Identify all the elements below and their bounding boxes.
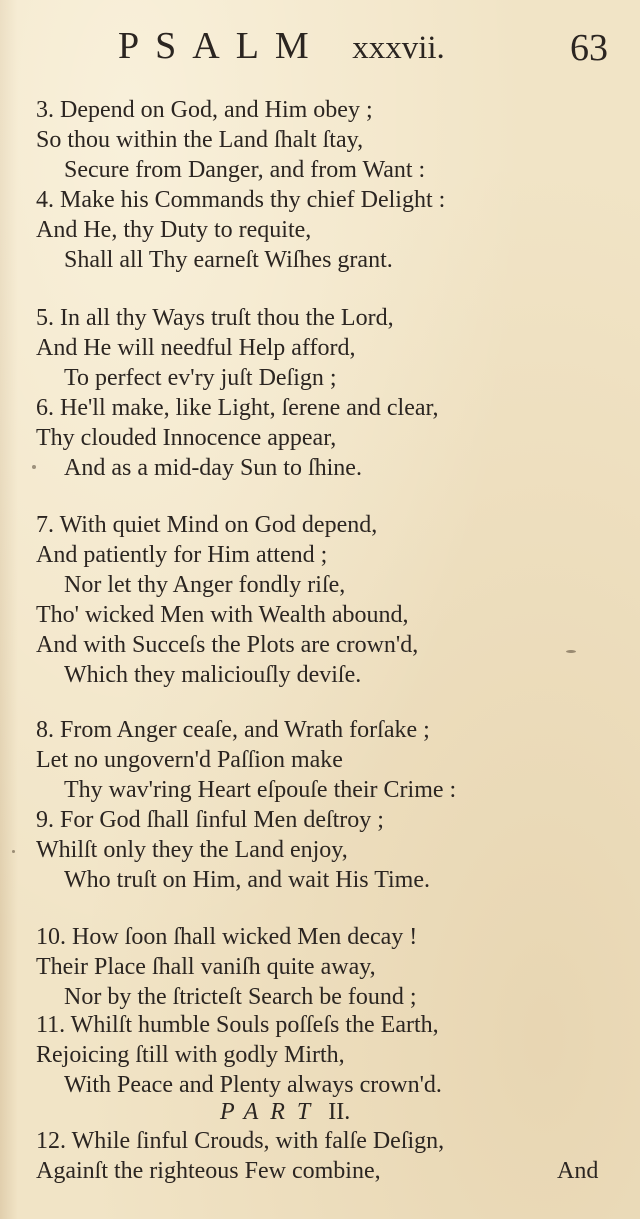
- verse-line: Their Place ſhall vaniſh quite away,: [36, 954, 376, 980]
- verse-line: And He will needful Help afford,: [36, 335, 356, 361]
- verse-line: Tho' wicked Men with Wealth abound,: [36, 602, 409, 628]
- verse-line: Shall all Thy earneſt Wiſhes grant.: [64, 247, 393, 273]
- psalm-number: xxxvii.: [352, 30, 445, 66]
- verse-line: And He, thy Duty to requite,: [36, 217, 312, 243]
- running-head-title: PSALM: [118, 25, 325, 67]
- running-head: [118, 24, 445, 68]
- verse-line: Nor let thy Anger fondly riſe,: [64, 572, 346, 598]
- verse-line: Thy wav'ring Heart eſpouſe their Crime :: [64, 777, 457, 803]
- part-heading: [220, 1097, 350, 1127]
- verse-line: 11. Whilſt humble Souls poſſeſs the Earth,: [36, 1012, 439, 1038]
- part-heading-word: PART: [220, 1099, 323, 1125]
- verse-line: Which they maliciouſly deviſe.: [64, 662, 362, 688]
- verse-line: 5. In all thy Ways truſt thou the Lord,: [36, 305, 394, 331]
- verse-line: So thou within the Land ſhalt ſtay,: [36, 127, 364, 153]
- verse-line: 6. He'll make, like Light, ſerene and clear,: [36, 395, 439, 421]
- verse-line: 7. With quiet Mind on God depend,: [36, 512, 378, 538]
- verse-line: 4. Make his Commands thy chief Delight :: [36, 187, 446, 213]
- page-number: 63: [570, 27, 608, 69]
- paper-speck: [566, 650, 576, 653]
- verse-line: 10. How ſoon ſhall wicked Men decay !: [36, 924, 418, 950]
- verse-line: Whilſt only they the Land enjoy,: [36, 837, 348, 863]
- part-heading-numeral: II.: [328, 1099, 351, 1125]
- paper-speck: [32, 465, 36, 469]
- verse-line: Secure from Danger, and from Want :: [64, 157, 426, 183]
- verse-line: 3. Depend on God, and Him obey ;: [36, 97, 373, 123]
- catchword: And: [557, 1158, 599, 1184]
- verse-line: 12. While ſinful Crouds, with falſe Deſign,: [36, 1128, 445, 1154]
- verse-line: And as a mid-day Sun to ſhine.: [64, 455, 362, 481]
- verse-line: Thy clouded Innocence appear,: [36, 425, 337, 451]
- verse-line: 8. From Anger ceaſe, and Wrath forſake ;: [36, 717, 430, 743]
- paper-speck: [12, 850, 15, 853]
- verse-line: Let no ungovern'd Paſſion make: [36, 747, 343, 773]
- verse-line: And patiently for Him attend ;: [36, 542, 328, 568]
- verse-line: And with Succeſs the Plots are crown'd,: [36, 632, 419, 658]
- verse-line: Againſt the righteous Few combine,: [36, 1158, 381, 1184]
- verse-line: Nor by the ſtricteſt Search be found ;: [64, 984, 417, 1010]
- verse-line: 9. For God ſhall ſinful Men deſtroy ;: [36, 807, 384, 833]
- verse-line: Who truſt on Him, and wait His Time.: [64, 867, 430, 893]
- verse-line: Rejoicing ſtill with godly Mirth,: [36, 1042, 345, 1068]
- verse-line: With Peace and Plenty always crown'd.: [64, 1072, 442, 1098]
- verse-line: To perfect ev'ry juſt Deſign ;: [64, 365, 337, 391]
